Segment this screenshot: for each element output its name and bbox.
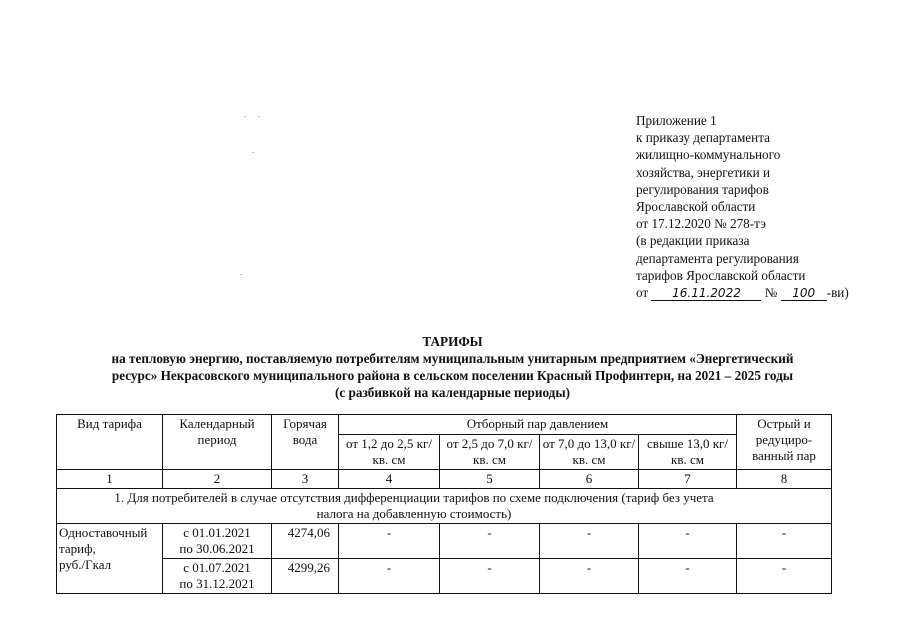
tariff-name-line: Одноставочный [59, 525, 148, 540]
handwritten-date: 16.11.2022 [651, 286, 761, 301]
order-suffix: -ви) [826, 285, 849, 301]
table-row [57, 524, 832, 559]
steam-value: - [339, 559, 440, 594]
period-from: с 01.07.2021 [183, 560, 251, 575]
appendix-line: Ярославской области [636, 199, 756, 215]
column-number: 8 [737, 470, 832, 489]
appendix-line: тарифов Ярославской области [636, 267, 806, 283]
appendix-line: от 17.12.2020 № 278-тэ [636, 216, 766, 232]
header-steam-3: от 7,0 до 13,0 кг/ кв. см [540, 435, 639, 470]
header-row [57, 415, 832, 435]
steam-value: - [639, 524, 737, 559]
scan-speck [258, 116, 260, 117]
acute-steam-value: - [737, 559, 832, 594]
scan-speck [252, 152, 254, 153]
appendix-line: департамента регулирования [636, 250, 799, 266]
section-heading [57, 489, 832, 524]
column-number: 1 [57, 470, 163, 489]
hot-water-value: 4274,06 [272, 524, 339, 559]
header-steam: Отборный пар давлением [339, 415, 737, 435]
order-prefix: от [636, 285, 649, 301]
steam-value: - [540, 524, 639, 559]
period-to: по 30.06.2021 [179, 541, 255, 556]
scan-speck [240, 274, 242, 275]
header-hot-water: Горячая вода [272, 415, 339, 470]
appendix-line: Приложение 1 [636, 113, 717, 128]
steam-value: - [440, 559, 540, 594]
steam-value: - [339, 524, 440, 559]
appendix-order-line [636, 284, 876, 301]
header-steam-1: от 1,2 до 2,5 кг/ кв. см [339, 435, 440, 470]
tariff-name-cell [57, 524, 163, 594]
header-tariff-type: Вид тарифа [57, 415, 163, 470]
column-number: 2 [163, 470, 272, 489]
appendix-line: жилищно-коммунального [636, 147, 781, 163]
tariffs-table [56, 414, 832, 594]
appendix-line: регулирования тарифов [636, 181, 769, 197]
column-number: 4 [339, 470, 440, 489]
steam-value: - [540, 559, 639, 594]
steam-value: - [639, 559, 737, 594]
tariff-name-line: руб./Гкал [59, 557, 112, 572]
scan-speck [244, 116, 246, 117]
title-line: ресурс» Некрасовского муниципального района в сельском поселении Красный Профинтерн, на 2021 – 2025 годы [111, 368, 794, 383]
header-acute-steam: Острый и редуциро-ванный пар [737, 415, 832, 470]
acute-steam-value: - [737, 524, 832, 559]
column-number: 7 [639, 470, 737, 489]
period-to: по 31.12.2021 [179, 576, 255, 591]
header-period: Календарный период [163, 415, 272, 470]
number-sign: № [764, 285, 778, 301]
header-steam-4: свыше 13,0 кг/ кв. см [639, 435, 737, 470]
period-cell [163, 524, 272, 559]
appendix-line: (в редакции приказа [636, 233, 750, 249]
section-heading-text: 1. Для потребителей в случае отсутствия дифференциации тарифов по схеме подключения (тариф без учета налога на добавленную стоимость) [114, 490, 714, 521]
appendix-line: к приказу департамента [636, 130, 770, 146]
table-row [57, 559, 832, 594]
steam-value: - [440, 524, 540, 559]
document-title [40, 333, 865, 401]
section-row [57, 489, 832, 524]
column-number-row [57, 470, 832, 489]
hot-water-value: 4299,26 [272, 559, 339, 594]
period-cell [163, 559, 272, 594]
appendix-block [636, 112, 876, 301]
column-number: 3 [272, 470, 339, 489]
tariff-name-line: тариф, [59, 541, 96, 556]
header-steam-2: от 2,5 до 7,0 кг/ кв. см [440, 435, 540, 470]
column-number: 5 [440, 470, 540, 489]
appendix-line: хозяйства, энергетики и [636, 164, 771, 180]
title-heading: ТАРИФЫ [422, 334, 483, 349]
period-from: с 01.01.2021 [183, 525, 251, 540]
handwritten-number: 100 [781, 286, 827, 301]
title-line: (с разбивкой на календарные периоды) [334, 385, 571, 400]
title-line: на тепловую энергию, поставляемую потребителям муниципальным унитарным предприятием «Энергетический [111, 351, 794, 366]
column-number: 6 [540, 470, 639, 489]
